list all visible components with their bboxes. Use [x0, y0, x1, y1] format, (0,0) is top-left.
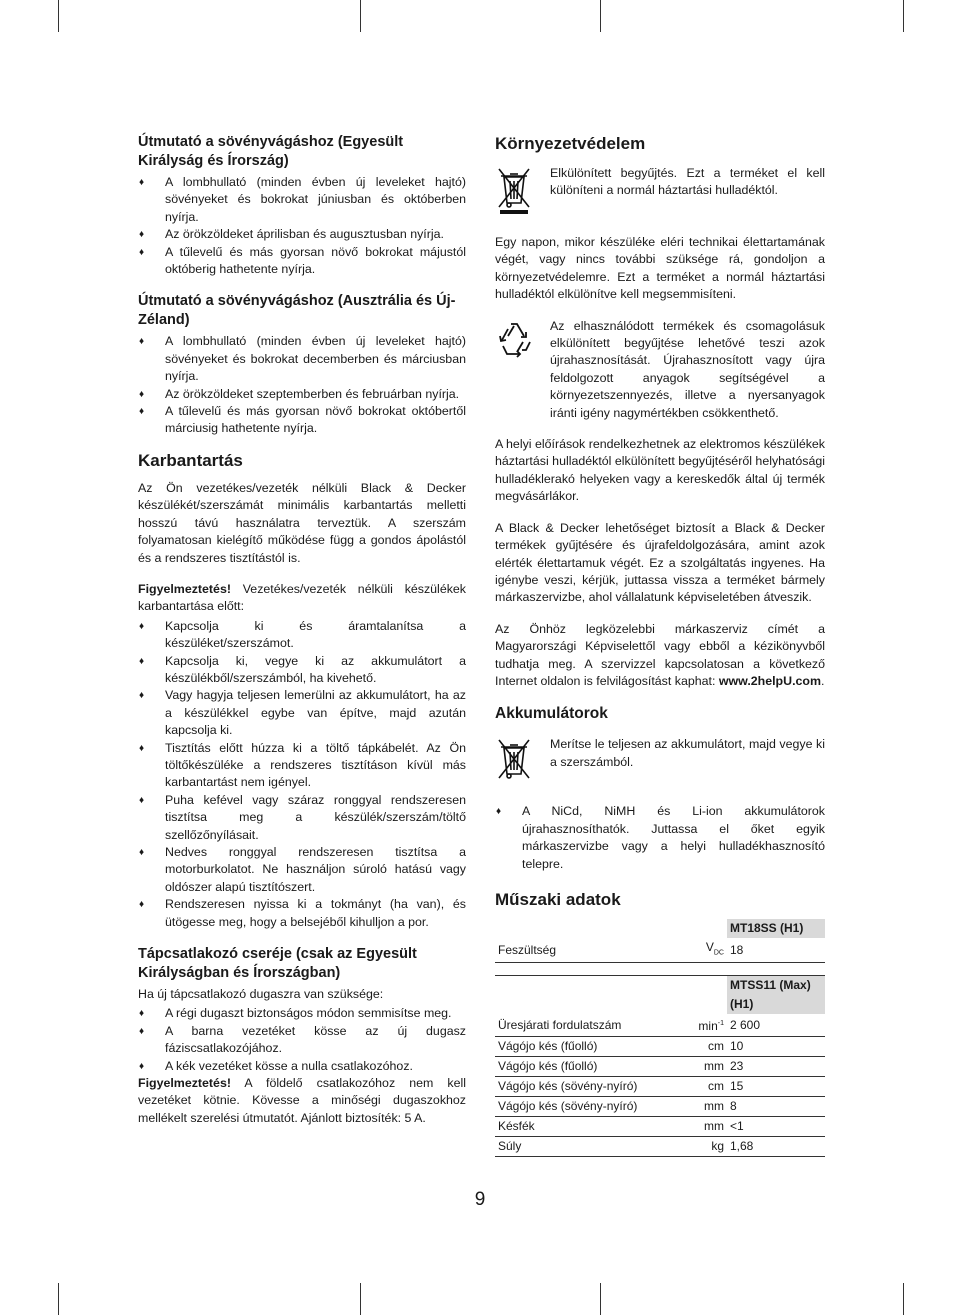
left-column: [138, 133, 466, 1141]
table-row: [495, 1014, 825, 1037]
table-row: [495, 1117, 825, 1137]
environment-paragraph-1: Egy napon, mikor készüléke eléri technikai élettartamának végét, vagy nincs további szüksége rá, gondoljon a környezetvédelemre. Ezt a terméket a normál háztartási hulladéktól elkülönítve kell megsemmisíteni.: [495, 235, 825, 302]
environment-title: Környezetvédelem: [495, 134, 646, 153]
tech-data-table: [495, 919, 825, 1157]
spec-label: Vágójo kés (fűolló): [495, 1037, 651, 1057]
diamond-bullet-icon: ♦: [496, 806, 502, 818]
right-column: [495, 133, 825, 1157]
spec-label: Üresjárati fordulatszám: [495, 1014, 651, 1037]
spec-unit: $\min^{-1}$: [651, 1014, 727, 1037]
crop-mark: [360, 0, 361, 32]
spec-label: Súly: [495, 1137, 651, 1157]
list-item: ♦ Puha kefével vagy száraz ronggyal rendszeresen tisztítsa meg a készülék/szerszám/töltő szellőzőnyílásait.: [139, 792, 466, 842]
spec-unit: mm: [651, 1117, 727, 1137]
list-item: ♦ Az örökzöldeket szeptemberben és februárban nyírja.: [138, 386, 466, 403]
list-item: ♦ Kapcsolja ki, vegye ki az akkumulátort a készülékből/szerszámból, ha kivehető.: [139, 653, 466, 685]
list-item: ♦ Tisztítás előtt húzza ki a töltő tápkábelét. Az Ön töltőkészüléke a rendszeres tisztításon kívül más karbantartást nem igényel.: [139, 740, 466, 790]
spec-value: 15: [727, 1077, 825, 1097]
weee-notice: [495, 165, 825, 220]
diamond-bullet-icon: ♦: [139, 742, 145, 754]
crossed-bin-icon: [495, 165, 535, 220]
diamond-bullet-icon: ♦: [139, 1060, 145, 1072]
diamond-bullet-icon: ♦: [139, 620, 145, 632]
table-row: [495, 1137, 825, 1157]
table-row: [495, 1097, 825, 1117]
crop-mark: [600, 0, 601, 32]
diamond-bullet-icon: ♦: [139, 177, 145, 188]
diamond-bullet-icon: ♦: [139, 388, 145, 400]
battery-notice: [495, 736, 825, 785]
crop-mark: [58, 0, 59, 32]
model-header: MT18SS (H1): [727, 919, 825, 938]
section-title-australia: Útmutató a sövényvágáshoz (Ausztrália és Új-Zéland): [138, 293, 456, 329]
spec-label: Vágójo kés (sövény-nyíró): [495, 1097, 651, 1117]
spec-value: 10: [727, 1037, 825, 1057]
list-item: ♦ Vagy hagyja teljesen lemerülni az akkumulátort, ha az a készülékkel egybe van építve, majd azután kapcsolja ki.: [139, 688, 466, 738]
spec-value: 1,68: [727, 1137, 825, 1157]
list-item: ♦ A tűlevelű és más gyorsan növő bokrokat májustól októberig hathetente nyírja.: [139, 244, 466, 277]
crop-mark: [600, 1283, 601, 1315]
spec-unit: kg: [651, 1137, 727, 1157]
service-url[interactable]: www.2helpU.com: [718, 673, 821, 688]
diamond-bullet-icon: ♦: [139, 229, 145, 241]
crop-mark: [58, 1283, 59, 1315]
spec-label: Vágójo kés (sövény-nyíró): [495, 1077, 651, 1097]
recycle-notice: [495, 318, 825, 422]
diamond-bullet-icon: ♦: [139, 1025, 145, 1037]
plug-replacement-title: Tápcsatlakozó cseréje (csak az Egyesült Királyságban és Írországban): [138, 946, 417, 982]
diamond-bullet-icon: ♦: [139, 406, 145, 418]
list-item: ♦ Rendszeresen nyissa ki a tokmányt (ha van), és ütögesse meg, hogy a belsejéből kihulljon a por.: [139, 897, 466, 929]
table-row: [495, 1037, 825, 1057]
uk-hedge-list: [138, 174, 466, 278]
diamond-bullet-icon: ♦: [139, 794, 145, 806]
maintenance-warning: Figyelmeztetés! Vezetékes/vezeték nélküli készülékek karbantartása előtt:: [138, 581, 466, 614]
table-header-row: [495, 919, 825, 938]
list-item: ♦ A barna vezetéket kösse az új dugasz fáziscsatlakozójához.: [139, 1023, 466, 1056]
diamond-bullet-icon: ♦: [139, 336, 145, 348]
crop-mark: [360, 1283, 361, 1315]
list-item: ♦ A tűlevelű és más gyorsan növő bokrokat októbertől márciusig hathetente nyírja.: [139, 404, 466, 436]
environment-paragraph-4: Az Önhöz legközelebbi márkaszerviz címét a Magyarországi Képviselettől vagy ebből a kézikönyvből tudhatja meg. A szervizzel kapcsolatosan a következő Internet oldalon is felvilágosítást kaphat: www.2helpU.com.: [495, 621, 825, 688]
section-title-uk: Útmutató a sövényvágáshoz (Egyesült Királyság és Írország): [138, 134, 404, 169]
maintenance-paragraph: Az Ön vezetékes/vezeték nélküli Black & Decker készülékét/szerszámát minimális karbantartás melletti hosszú távú használatra terveztük. A szerszám folyamatosan kielégítő működése függ a gondos ápolástól és a rendszeres tisztítástól is.: [138, 480, 466, 565]
battery-text: Merítse le teljesen az akkumulátort, majd vegye ki a szerszámból.: [550, 737, 825, 769]
spec-value: 2 600: [727, 1014, 825, 1037]
table-header-row: [495, 976, 825, 1015]
batteries-title: Akkumulátorok: [495, 705, 608, 723]
spec-label: Késfék: [495, 1117, 651, 1137]
crop-mark: [903, 1283, 904, 1315]
weee-text: Elkülönített begyűjtés. Ezt a terméket el kell különíteni a normál háztartási hulladéktól.: [550, 166, 825, 198]
diamond-bullet-icon: ♦: [139, 847, 145, 858]
table-row: Feszültség $V_{DC}$ 18: [495, 938, 825, 963]
table-row: [495, 1077, 825, 1097]
maintenance-title: Karbantartás: [138, 450, 243, 470]
tech-data-title: Műszaki adatok: [495, 889, 621, 909]
environment-paragraph-2: A helyi előírások rendelkezhetnek az elektromos készülékek háztartási hulladéktól elkülönített begyűjtéséről helyhatósági hulladéklerakó helyeken vagy a kereskedők által új termék megvásárlákor.: [495, 437, 825, 504]
list-item: ♦ A kék vezetéket kösse a nulla csatlakozóhoz.: [138, 1058, 466, 1075]
spec-unit: mm: [651, 1057, 727, 1077]
spec-value: 8: [727, 1097, 825, 1117]
crossed-bin-icon: [495, 736, 535, 785]
diamond-bullet-icon: ♦: [139, 690, 145, 702]
diamond-bullet-icon: ♦: [139, 246, 145, 258]
au-hedge-list: [138, 333, 466, 437]
list-item: ♦ A lombhullató (minden évben új leveleket hajtó) sövényeket és bokrokat decemberben és márciusban nyírja.: [139, 334, 466, 384]
diamond-bullet-icon: ♦: [139, 899, 145, 911]
spec-unit: cm: [651, 1077, 727, 1097]
plug-warning: Figyelmeztetés! A földelő csatlakozóhoz nem kell vezetéket kötnie. Kövesse a minőségi dugaszokhoz mellékelt szerelési útmutatót. Ajánlott biztosíték: 5 A.: [138, 1076, 466, 1125]
diamond-bullet-icon: ♦: [139, 655, 145, 667]
list-item: ♦ Az örökzöldeket áprilisban és augusztusban nyírja.: [138, 226, 466, 243]
plug-intro: Ha új tápcsatlakozó dugaszra van szüksége:: [138, 987, 384, 1002]
spec-unit: cm: [651, 1037, 727, 1057]
list-item: ♦ Kapcsolja ki és áramtalanítsa a készüléket/szerszámot.: [139, 618, 466, 651]
table-row: [495, 1057, 825, 1077]
spec-unit: mm: [651, 1097, 727, 1117]
spec-label: Vágójo kés (fűolló): [495, 1057, 651, 1077]
plug-list: [138, 1005, 466, 1075]
crop-mark: [903, 0, 904, 32]
list-item: ♦ A régi dugaszt biztonságos módon semmisítse meg.: [138, 1005, 466, 1022]
page-number: 9: [474, 1189, 486, 1210]
diamond-bullet-icon: ♦: [139, 1008, 145, 1020]
model-header: MTSS11 (Max) (H1): [727, 976, 825, 1015]
list-item: ♦ Nedves ronggyal rendszeresen tisztítsa a motorburkolatot. Ne használjon súroló hatású vagy oldószer alapú tisztítószert.: [139, 845, 466, 894]
spec-value: 23: [727, 1057, 825, 1077]
recycle-text: Az elhasználódott termékek és csomagolásuk elkülönített begyűjtése lehetővé teszi azok újrahasznosítását. Újrahasznosított vagy újra feldolgozott anyagok segítségével a környezetszennyezés, illetve a nyersanyagok iránti igény nagymértékben csökkenthető.: [550, 318, 825, 420]
list-item: ♦ A lombhullató (minden évben új leveleket hajtó) sövényeket és bokrokat júniusban és októberben nyírja.: [139, 175, 466, 224]
recycle-icon: [495, 318, 535, 365]
spec-value: <1: [727, 1117, 825, 1137]
environment-paragraph-3: A Black & Decker lehetőséget biztosít a Black & Decker termékek gyűjtésére és újrafeldolgozására, amint azok elérték élettartamuk végét. Ez a szolgáltatás ingyenes. Ha igénybe veszi, kérjük, juttassa vissza a terméket bármely márkaszervizbe, ahol vállalatunk képviseletében átveszik.: [495, 520, 825, 605]
list-item: ♦ A NiCd, NiMH és Li-ion akkumulátorok újrahasznosíthatók. Juttassa el őket egyik márkaszervizbe vagy a helyi hulladékhasznosító telepre.: [496, 804, 825, 871]
battery-list: [495, 803, 825, 873]
maintenance-list: [138, 618, 466, 931]
